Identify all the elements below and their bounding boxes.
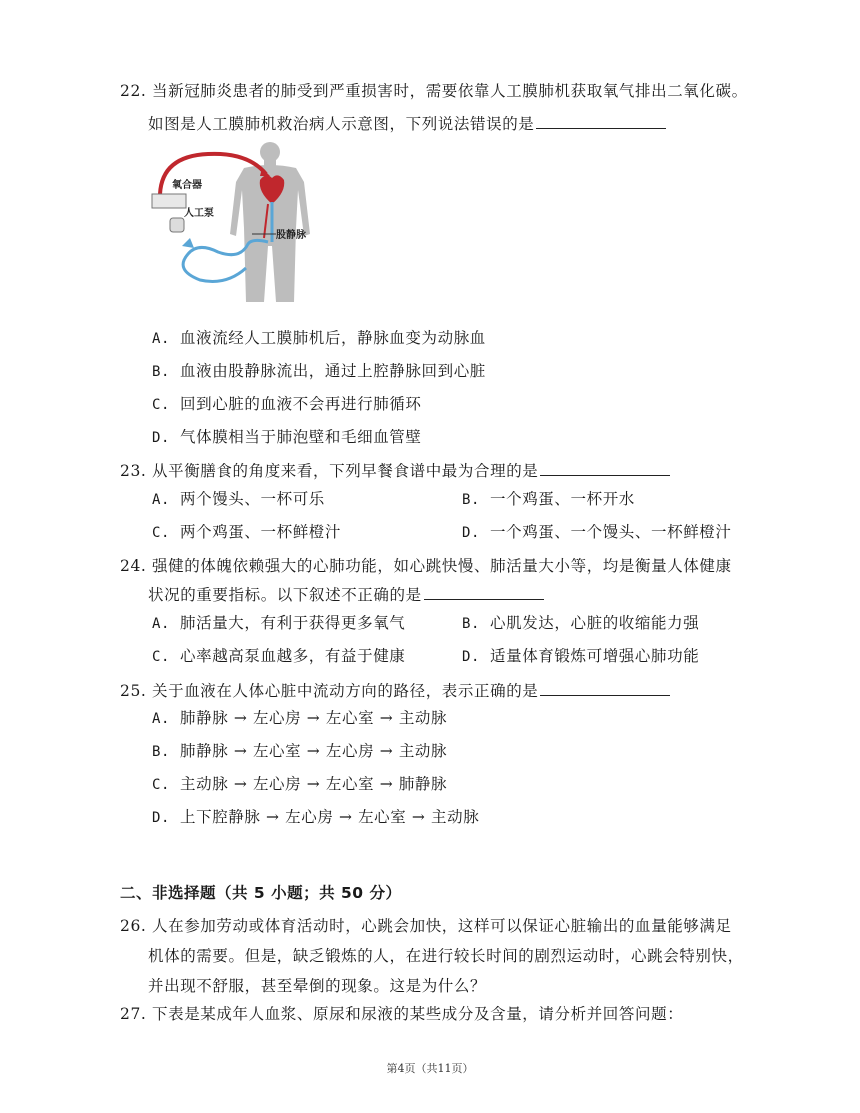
q26-stem-3: 并出现不舒服，甚至晕倒的现象。这是为什么？ <box>148 977 487 995</box>
option-label: D. <box>462 525 481 541</box>
q23-option-a[interactable] <box>152 488 325 511</box>
option-text: 肺静脉 → 左心房 → 左心室 → 主动脉 <box>180 709 448 727</box>
option-label: C. <box>152 777 171 793</box>
option-label: D. <box>462 649 481 665</box>
q24-line-2 <box>148 583 544 606</box>
option-text: 心率越高泵血越多，有益于健康 <box>180 647 406 665</box>
section-title: 二、非选择题（共 5 小题；共 50 分） <box>120 884 402 902</box>
q22-stem-2: 如图是人工膜肺机救治病人示意图，下列说法错误的是 <box>148 115 535 133</box>
q23-option-b[interactable] <box>462 488 635 511</box>
q24-answer-blank[interactable] <box>424 583 544 600</box>
option-text: 两个馒头、一杯可乐 <box>180 490 325 508</box>
q23-option-d[interactable] <box>462 521 732 544</box>
q22-line-2 <box>148 112 666 135</box>
q23-line-1 <box>120 459 670 482</box>
body-silhouette <box>230 142 310 302</box>
option-label: A. <box>152 711 171 727</box>
q25-stem-1: 关于血液在人体心脏中流动方向的路径，表示正确的是 <box>152 682 539 700</box>
q24-line-1 <box>120 555 732 577</box>
option-text: 肺活量大，有利于获得更多氧气 <box>180 614 406 632</box>
option-text: 上下腔静脉 → 左心房 → 左心室 → 主动脉 <box>180 808 480 826</box>
q23-number: 23. <box>120 462 147 480</box>
option-label: D. <box>152 430 171 446</box>
option-label: C. <box>152 649 171 665</box>
q24-option-d[interactable] <box>462 645 699 668</box>
q24-option-a[interactable] <box>152 612 405 635</box>
q25-option-c[interactable] <box>152 773 447 796</box>
option-label: B. <box>462 492 481 508</box>
option-label: B. <box>152 744 171 760</box>
pump-icon <box>170 218 184 232</box>
option-label: A. <box>152 616 171 632</box>
vein-label: 股静脉 <box>276 230 306 241</box>
q25-number: 25. <box>120 682 147 700</box>
option-text: 心肌发达，心脏的收缩能力强 <box>490 614 700 632</box>
q26-stem-1: 人在参加劳动或体育活动时，心跳会加快，这样可以保证心脏输出的血量能够满足 <box>152 917 732 935</box>
q23-option-c[interactable] <box>152 521 341 544</box>
option-label: C. <box>152 397 171 413</box>
q25-option-b[interactable] <box>152 740 447 763</box>
q25-option-d[interactable] <box>152 806 479 829</box>
option-text: 一个鸡蛋、一个馒头、一杯鲜橙汁 <box>490 523 732 541</box>
ecmo-figure <box>148 142 318 310</box>
q23-stem-1: 从平衡膳食的角度来看，下列早餐食谱中最为合理的是 <box>152 462 539 480</box>
q24-option-b[interactable] <box>462 612 699 635</box>
option-text: 回到心脏的血液不会再进行肺循环 <box>180 395 422 413</box>
option-label: A. <box>152 492 171 508</box>
q22-option-b[interactable] <box>152 360 486 383</box>
q25-option-a[interactable] <box>152 707 447 730</box>
page-footer: 第4页（共11页） <box>386 1062 474 1075</box>
q24-stem-1: 强健的体魄依赖强大的心肺功能，如心跳快慢、肺活量大小等，均是衡量人体健康 <box>152 557 732 575</box>
option-text: 肺静脉 → 左心室 → 左心房 → 主动脉 <box>180 742 448 760</box>
q26-line-2 <box>148 945 744 967</box>
oxygenator-icon <box>152 194 186 208</box>
option-label: B. <box>462 616 481 632</box>
option-text: 两个鸡蛋、一杯鲜橙汁 <box>180 523 342 541</box>
q25-answer-blank[interactable] <box>540 679 670 696</box>
q22-line-1 <box>120 80 748 102</box>
q26-number: 26. <box>120 917 147 935</box>
q27-line-1 <box>120 1003 683 1025</box>
option-text: 气体膜相当于肺泡壁和毛细血管壁 <box>180 428 422 446</box>
option-label: A. <box>152 331 171 347</box>
option-text: 主动脉 → 左心房 → 左心室 → 肺静脉 <box>180 775 448 793</box>
q22-option-a[interactable] <box>152 327 486 350</box>
q24-stem-2: 状况的重要指标。以下叙述不正确的是 <box>148 586 422 604</box>
pump-label: 人工泵 <box>184 208 214 219</box>
option-text: 血液由股静脉流出，通过上腔静脉回到心脏 <box>180 362 486 380</box>
q22-stem-1: 当新冠肺炎患者的肺受到严重损害时，需要依靠人工膜肺机获取氧气排出二氧化碳。 <box>152 82 748 100</box>
option-label: D. <box>152 810 171 826</box>
q24-number: 24. <box>120 557 147 575</box>
oxygenator-label: 氧合器 <box>172 180 202 191</box>
q22-option-d[interactable] <box>152 426 422 449</box>
option-text: 适量体育锻炼可增强心肺功能 <box>490 647 700 665</box>
q22-answer-blank[interactable] <box>536 112 666 129</box>
option-label: B. <box>152 364 171 380</box>
q26-line-1 <box>120 915 732 937</box>
q27-number: 27. <box>120 1005 147 1023</box>
option-text: 一个鸡蛋、一杯开水 <box>490 490 635 508</box>
q26-line-3 <box>148 975 486 997</box>
option-text: 血液流经人工膜肺机后，静脉血变为动脉血 <box>180 329 486 347</box>
q24-option-c[interactable] <box>152 645 405 668</box>
option-label: C. <box>152 525 171 541</box>
q26-stem-2: 机体的需要。但是，缺乏锻炼的人，在进行较长时间的剧烈运动时，心跳会特别快， <box>148 947 744 965</box>
q22-number: 22. <box>120 82 147 100</box>
q25-line-1 <box>120 679 670 702</box>
q22-option-c[interactable] <box>152 393 422 416</box>
ecmo-diagram <box>148 142 318 310</box>
q23-answer-blank[interactable] <box>540 459 670 476</box>
q27-stem-1: 下表是某成年人血浆、原尿和尿液的某些成分及含量，请分析并回答问题： <box>152 1005 684 1023</box>
venous-arrow-icon <box>182 238 194 248</box>
